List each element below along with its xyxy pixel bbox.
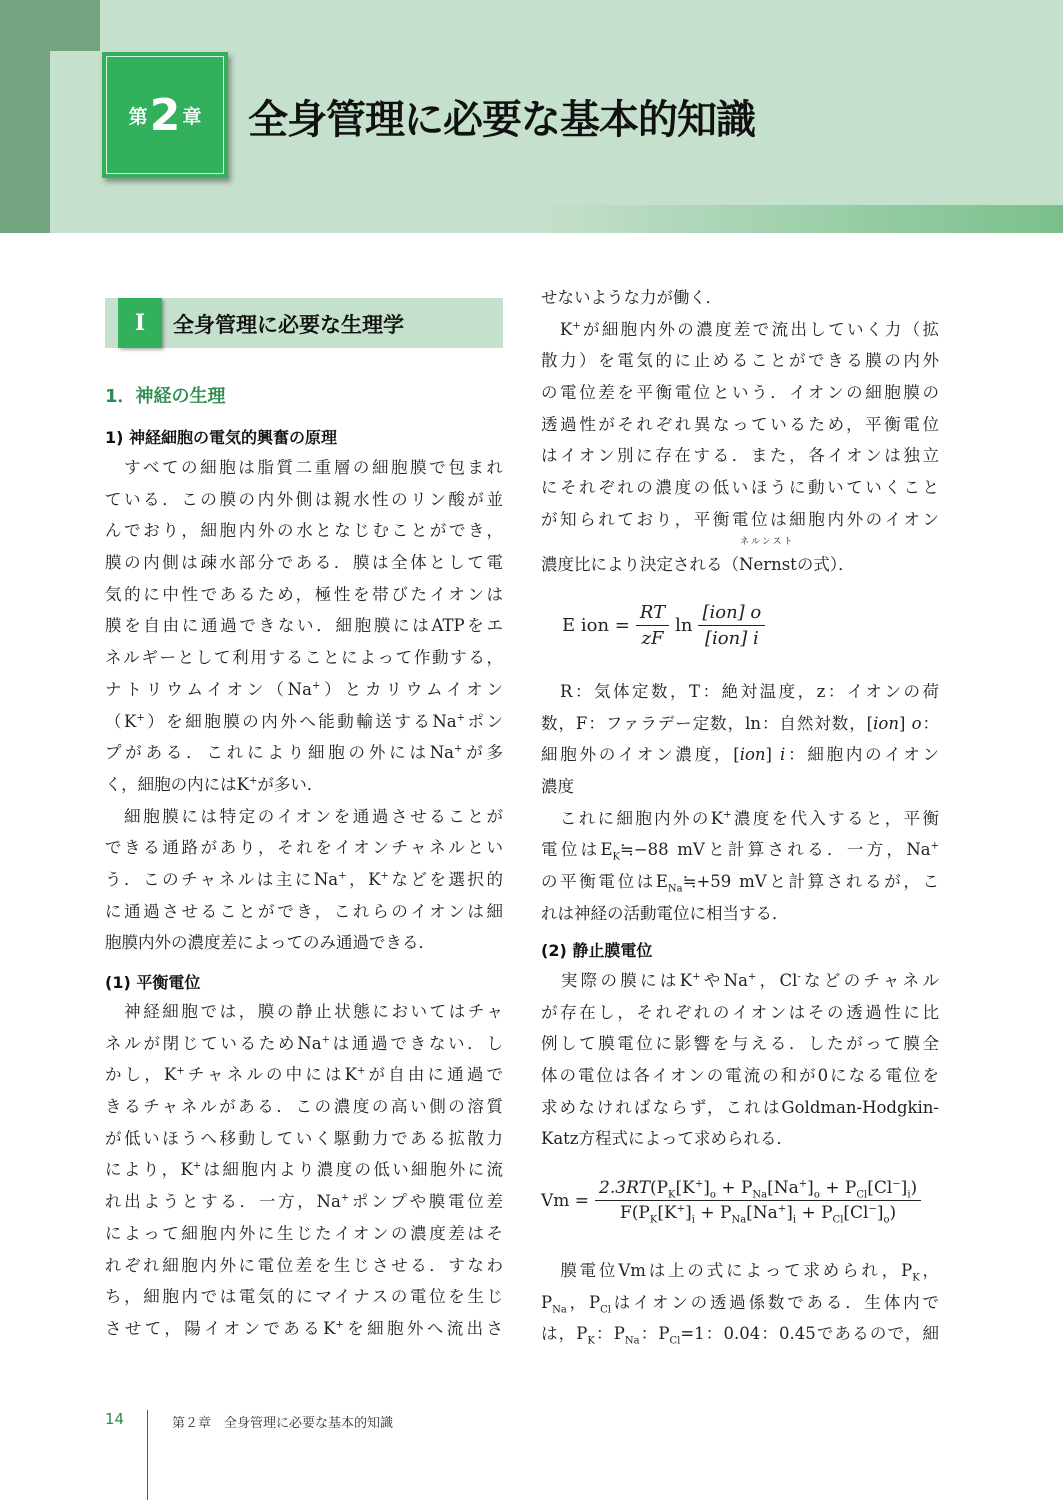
left-para-a <box>105 452 503 959</box>
text-line: 気的に中性であるため，極性を帯びたイオンは <box>105 584 503 604</box>
text-line: に通過させることができ，これらのイオンは細 <box>105 901 503 921</box>
text-line: ち，細胞内では電気的にマイナスの電位を生じ <box>105 1287 503 1307</box>
text-line: ネルが閉じているためNa+は通過できない．し <box>105 1033 504 1053</box>
text-line: 濃度 <box>541 777 574 797</box>
right-para-c <box>541 965 939 1155</box>
text-line: できる通路があり，それをイオンチャネルとい <box>105 838 503 858</box>
text-line: はイオン別に存在する．また，各イオンは独立 <box>541 446 939 466</box>
eq-ln: ln <box>675 615 693 636</box>
text-line: これに細胞内外のK+濃度を代入すると，平衡 <box>541 808 940 828</box>
chapter-suffix: 章 <box>182 105 202 128</box>
eq-lhs: E ion = <box>562 615 630 636</box>
text-line: により，K+は細胞内より濃度の低い細胞外に流 <box>105 1160 504 1180</box>
text-line: 電位は$E_K≒-88$ mVと計算される．一方，Na+ <box>541 840 939 863</box>
text-line: 膜電位Vmは上の式によって求められ，$P_K$， <box>541 1261 940 1284</box>
text-line: せないような力が働く． <box>541 288 723 307</box>
right-para-b <box>541 676 939 930</box>
ruby-nernst: ネルンスト <box>740 537 795 547</box>
text-line: れ出ようとする．一方，Na+ポンプや膜電位差 <box>105 1192 503 1212</box>
left-para-b <box>105 996 503 1345</box>
text-line: 細胞外のイオン濃度，[ion] i：細胞内のイオン <box>541 745 939 765</box>
text-line: 数，F：ファラデー定数，ln：自然対数，[ion] o： <box>541 713 940 733</box>
chapter-badge <box>102 52 228 178</box>
footer-divider <box>147 1410 148 1500</box>
text-line: ナトリウムイオン（Na+）とカリウムイオン <box>105 679 503 699</box>
subsection-title: 1．神経の生理 <box>105 386 226 407</box>
text-line: すべての細胞は脂質二重層の細胞膜で包まれ <box>105 458 503 477</box>
text-line: 膜の内側は疎水部分である．膜は全体として電 <box>105 553 503 573</box>
text-line: 透過性がそれぞれ異なっているため，平衡電位 <box>541 414 939 434</box>
eq-den: [ion] i <box>705 628 759 649</box>
text-line: く，細胞の内にはK+が多い． <box>105 774 324 794</box>
text-line: が低いほうへ移動していく駆動力である拡散力 <box>105 1128 503 1148</box>
text-line: R：気体定数，T：絶対温度，z：イオンの荷 <box>541 682 939 701</box>
heading-principle: 1) 神経細胞の電気的興奮の原理 <box>105 428 338 447</box>
section-heading <box>105 298 503 348</box>
text-line: 胞膜内外の濃度差によってのみ通過できる． <box>105 933 435 953</box>
right-para-a <box>541 282 939 580</box>
text-line: 実際の膜にはK+やNa+，Cl-などのチャネル <box>541 971 939 990</box>
text-line: （K+）を細胞膜の内外へ能動輸送するNa+ポン <box>105 711 504 731</box>
text-line: プがある．これにより細胞の外にはNa+が多 <box>105 743 503 763</box>
chapter-prefix: 第 <box>128 105 148 128</box>
heading-equilibrium: (1) 平衡電位 <box>105 973 201 992</box>
text-line: ネルギーとして利用することによって作動する， <box>105 648 503 668</box>
heading-resting: (2) 静止膜電位 <box>541 941 653 960</box>
right-para-d <box>541 1255 939 1350</box>
text-line: が存在し，それぞれのイオンはその透過性に比 <box>541 1002 939 1022</box>
text-line: かし，K+チャネルの中にはK+が自由に通過で <box>105 1065 503 1085</box>
chapter-title: 全身管理に必要な基本的知識 <box>248 97 755 143</box>
section-numeral: I <box>118 298 162 348</box>
text-line: によって細胞内外に生じたイオンの濃度差はそ <box>105 1223 503 1243</box>
text-line: K+が細胞内外の濃度差で流出していく力（拡 <box>541 319 940 339</box>
text-line: 散力）を電気的に止めることができる膜の内外 <box>541 351 940 371</box>
text-line: 神経細胞では，膜の静止状態においてはチャ <box>105 1002 503 1021</box>
text-line: きるチャネルがある．この濃度の高い側の溶質 <box>105 1097 503 1117</box>
chapter-header <box>0 0 1063 233</box>
page-number: 14 <box>105 1410 125 1428</box>
eq-num: $2.3RT(P_K[K^+]_o + P_{Na}[Na^+]_o + P_{Cl}[Cl^-]_i)$ <box>595 1178 921 1201</box>
text-line: れぞれ細胞内外に電位差を生じさせる．すなわ <box>105 1255 503 1275</box>
text-line: 濃度比により決定される（Nernstの式）． <box>541 554 855 574</box>
text-line: $P_{Na}$，$P_{Cl}$はイオンの透過係数である．生体内で <box>541 1292 939 1315</box>
text-line: う．このチャネルは主にNa+，K+などを選択的 <box>105 869 504 889</box>
chapter-number: 2 <box>149 89 181 141</box>
text-line: にそれぞれの濃度の低いほうに動いていくこと <box>541 478 939 498</box>
ghk-equation <box>541 1178 927 1226</box>
text-line: の平衡電位は$E_{Na}≒+59$ mVと計算されるが，こ <box>541 872 940 895</box>
text-line: れは神経の活動電位に相当する． <box>541 903 789 923</box>
running-title: 第２章 全身管理に必要な基本的知識 <box>172 1416 394 1431</box>
text-line: は，$P_K$：$P_{Na}$：$P_{Cl}=1$：0.04：0.45であるので，細 <box>541 1324 939 1347</box>
header-decoration <box>0 51 50 233</box>
text-line: の電位差を平衡電位という．イオンの細胞膜の <box>541 383 939 403</box>
text-line: 膜を自由に通過できない．細胞膜にはATPをエ <box>105 616 503 636</box>
text-line: させて，陽イオンであるK+を細胞外へ流出さ <box>105 1318 503 1338</box>
text-line: 例して膜電位に影響を与える．したがって膜全 <box>541 1034 939 1054</box>
section-title: 全身管理に必要な生理学 <box>173 313 404 337</box>
header-gradient-strip <box>540 205 1063 233</box>
eq-den: zF <box>641 628 664 649</box>
text-line: 求めなければならず，これはGoldman-Hodgkin- <box>541 1097 939 1117</box>
text-line: Katz方程式によって求められる． <box>541 1129 793 1149</box>
eq-lhs: Vm = <box>541 1190 590 1211</box>
eq-num: RT <box>636 602 669 626</box>
text-line: が知られており，平衡電位は細胞内外のイオン <box>541 509 939 529</box>
text-line: ている．この膜の内外側は親水性のリン酸が並 <box>105 489 503 509</box>
eq-num: [ion] o <box>698 602 765 626</box>
header-decoration <box>0 0 100 51</box>
nernst-equation <box>562 602 771 649</box>
text-line: んでおり，細胞内外の水となじむことができ， <box>105 521 503 541</box>
text-line: 体の電位は各イオンの電流の和が0になる電位を <box>541 1066 939 1086</box>
text-line: 細胞膜には特定のイオンを通過させることが <box>105 806 503 826</box>
eq-den: $F(P_K[K^+]_i + P_{Na}[Na^+]_i + P_{Cl}[Cl^-]_o)$ <box>620 1203 897 1226</box>
